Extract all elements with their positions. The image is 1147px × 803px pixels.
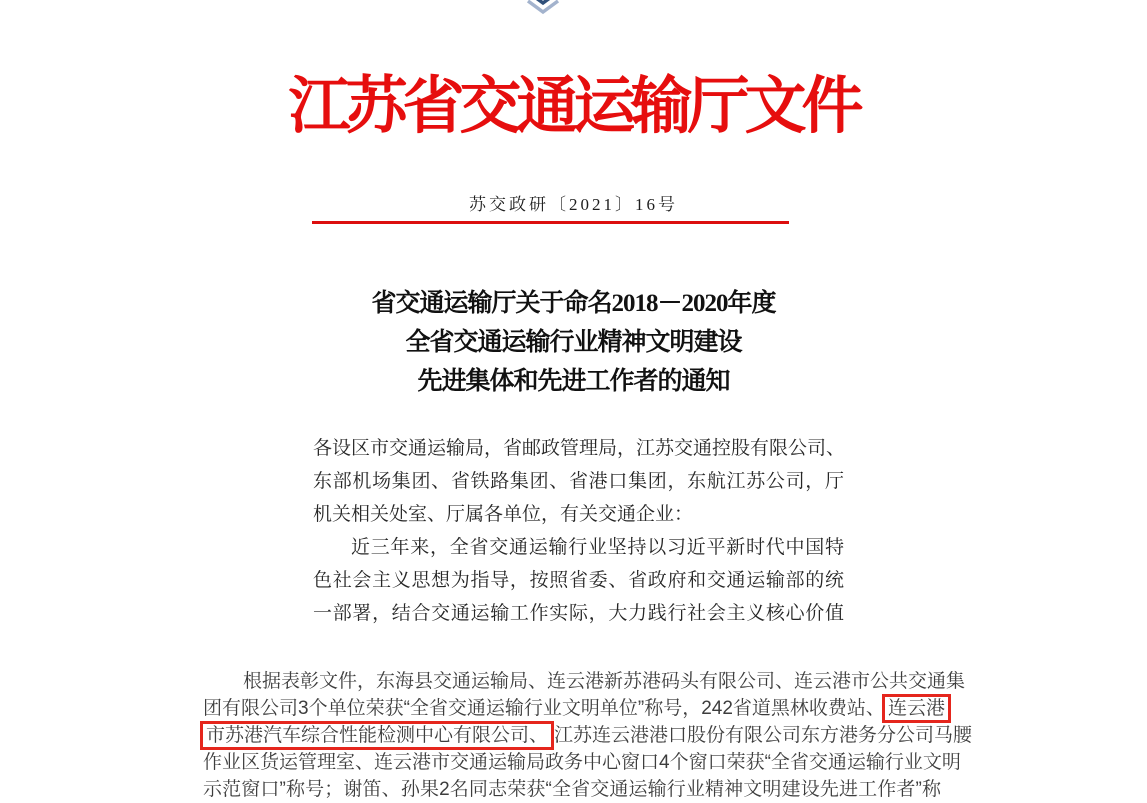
notice-body bbox=[313, 432, 844, 630]
red-divider-line bbox=[312, 221, 789, 224]
award-line: 示范窗口”称号；谢笛、孙果2名同志荣获“全省交通运输行业精神文明建设先进工作者”称 bbox=[203, 779, 941, 800]
heading-line: 省交通运输厅关于命名2018－2020年度 bbox=[371, 290, 776, 317]
award-paragraph bbox=[203, 668, 973, 803]
document-number: 苏交政研〔2021〕16号 bbox=[469, 195, 678, 214]
award-line: 根据表彰文件，东海县交通运输局、连云港新苏港码头有限公司、连云港市公共交通集 bbox=[243, 671, 966, 692]
highlighted-company: 连云港 bbox=[882, 694, 951, 723]
body-line: 东部机场集团、省铁路集团、省港口集团，东航江苏公司，厅 bbox=[313, 471, 844, 492]
award-line bbox=[203, 695, 945, 722]
body-line: 色社会主义思想为指导，按照省委、省政府和交通运输部的统 bbox=[313, 570, 844, 591]
heading-line: 全省交通运输行业精神文明建设 bbox=[405, 329, 742, 356]
notice-heading bbox=[0, 284, 1147, 401]
award-line-text: 江苏连云港港口股份有限公司东方港务分公司马腰 bbox=[554, 725, 973, 746]
body-line: 近三年来，全省交通运输行业坚持以习近平新时代中国特 bbox=[351, 537, 844, 558]
highlighted-company: 市苏港汽车综合性能检测中心有限公司、 bbox=[200, 721, 554, 750]
double-chevron-down-icon[interactable] bbox=[524, 0, 562, 18]
body-line: 一部署，结合交通运输工作实际，大力践行社会主义核心价值 bbox=[313, 603, 844, 624]
letterhead-title: 江苏省交通运输厅文件 bbox=[288, 73, 859, 141]
award-line bbox=[203, 722, 973, 749]
heading-line: 先进集体和先进工作者的通知 bbox=[417, 368, 730, 395]
body-line: 各设区市交通运输局，省邮政管理局，江苏交通控股有限公司、 bbox=[313, 438, 846, 459]
body-line: 机关相关处室、厅属各单位，有关交通企业： bbox=[313, 504, 694, 525]
award-line: 作业区货运管理室、连云港市交通运输局政务中心窗口4个窗口荣获“全省交通运输行业文明 bbox=[203, 752, 961, 773]
award-line-text: 团有限公司3个单位荣获“全省交通运输行业文明单位”称号，242省道黑林收费站、 bbox=[203, 698, 885, 719]
